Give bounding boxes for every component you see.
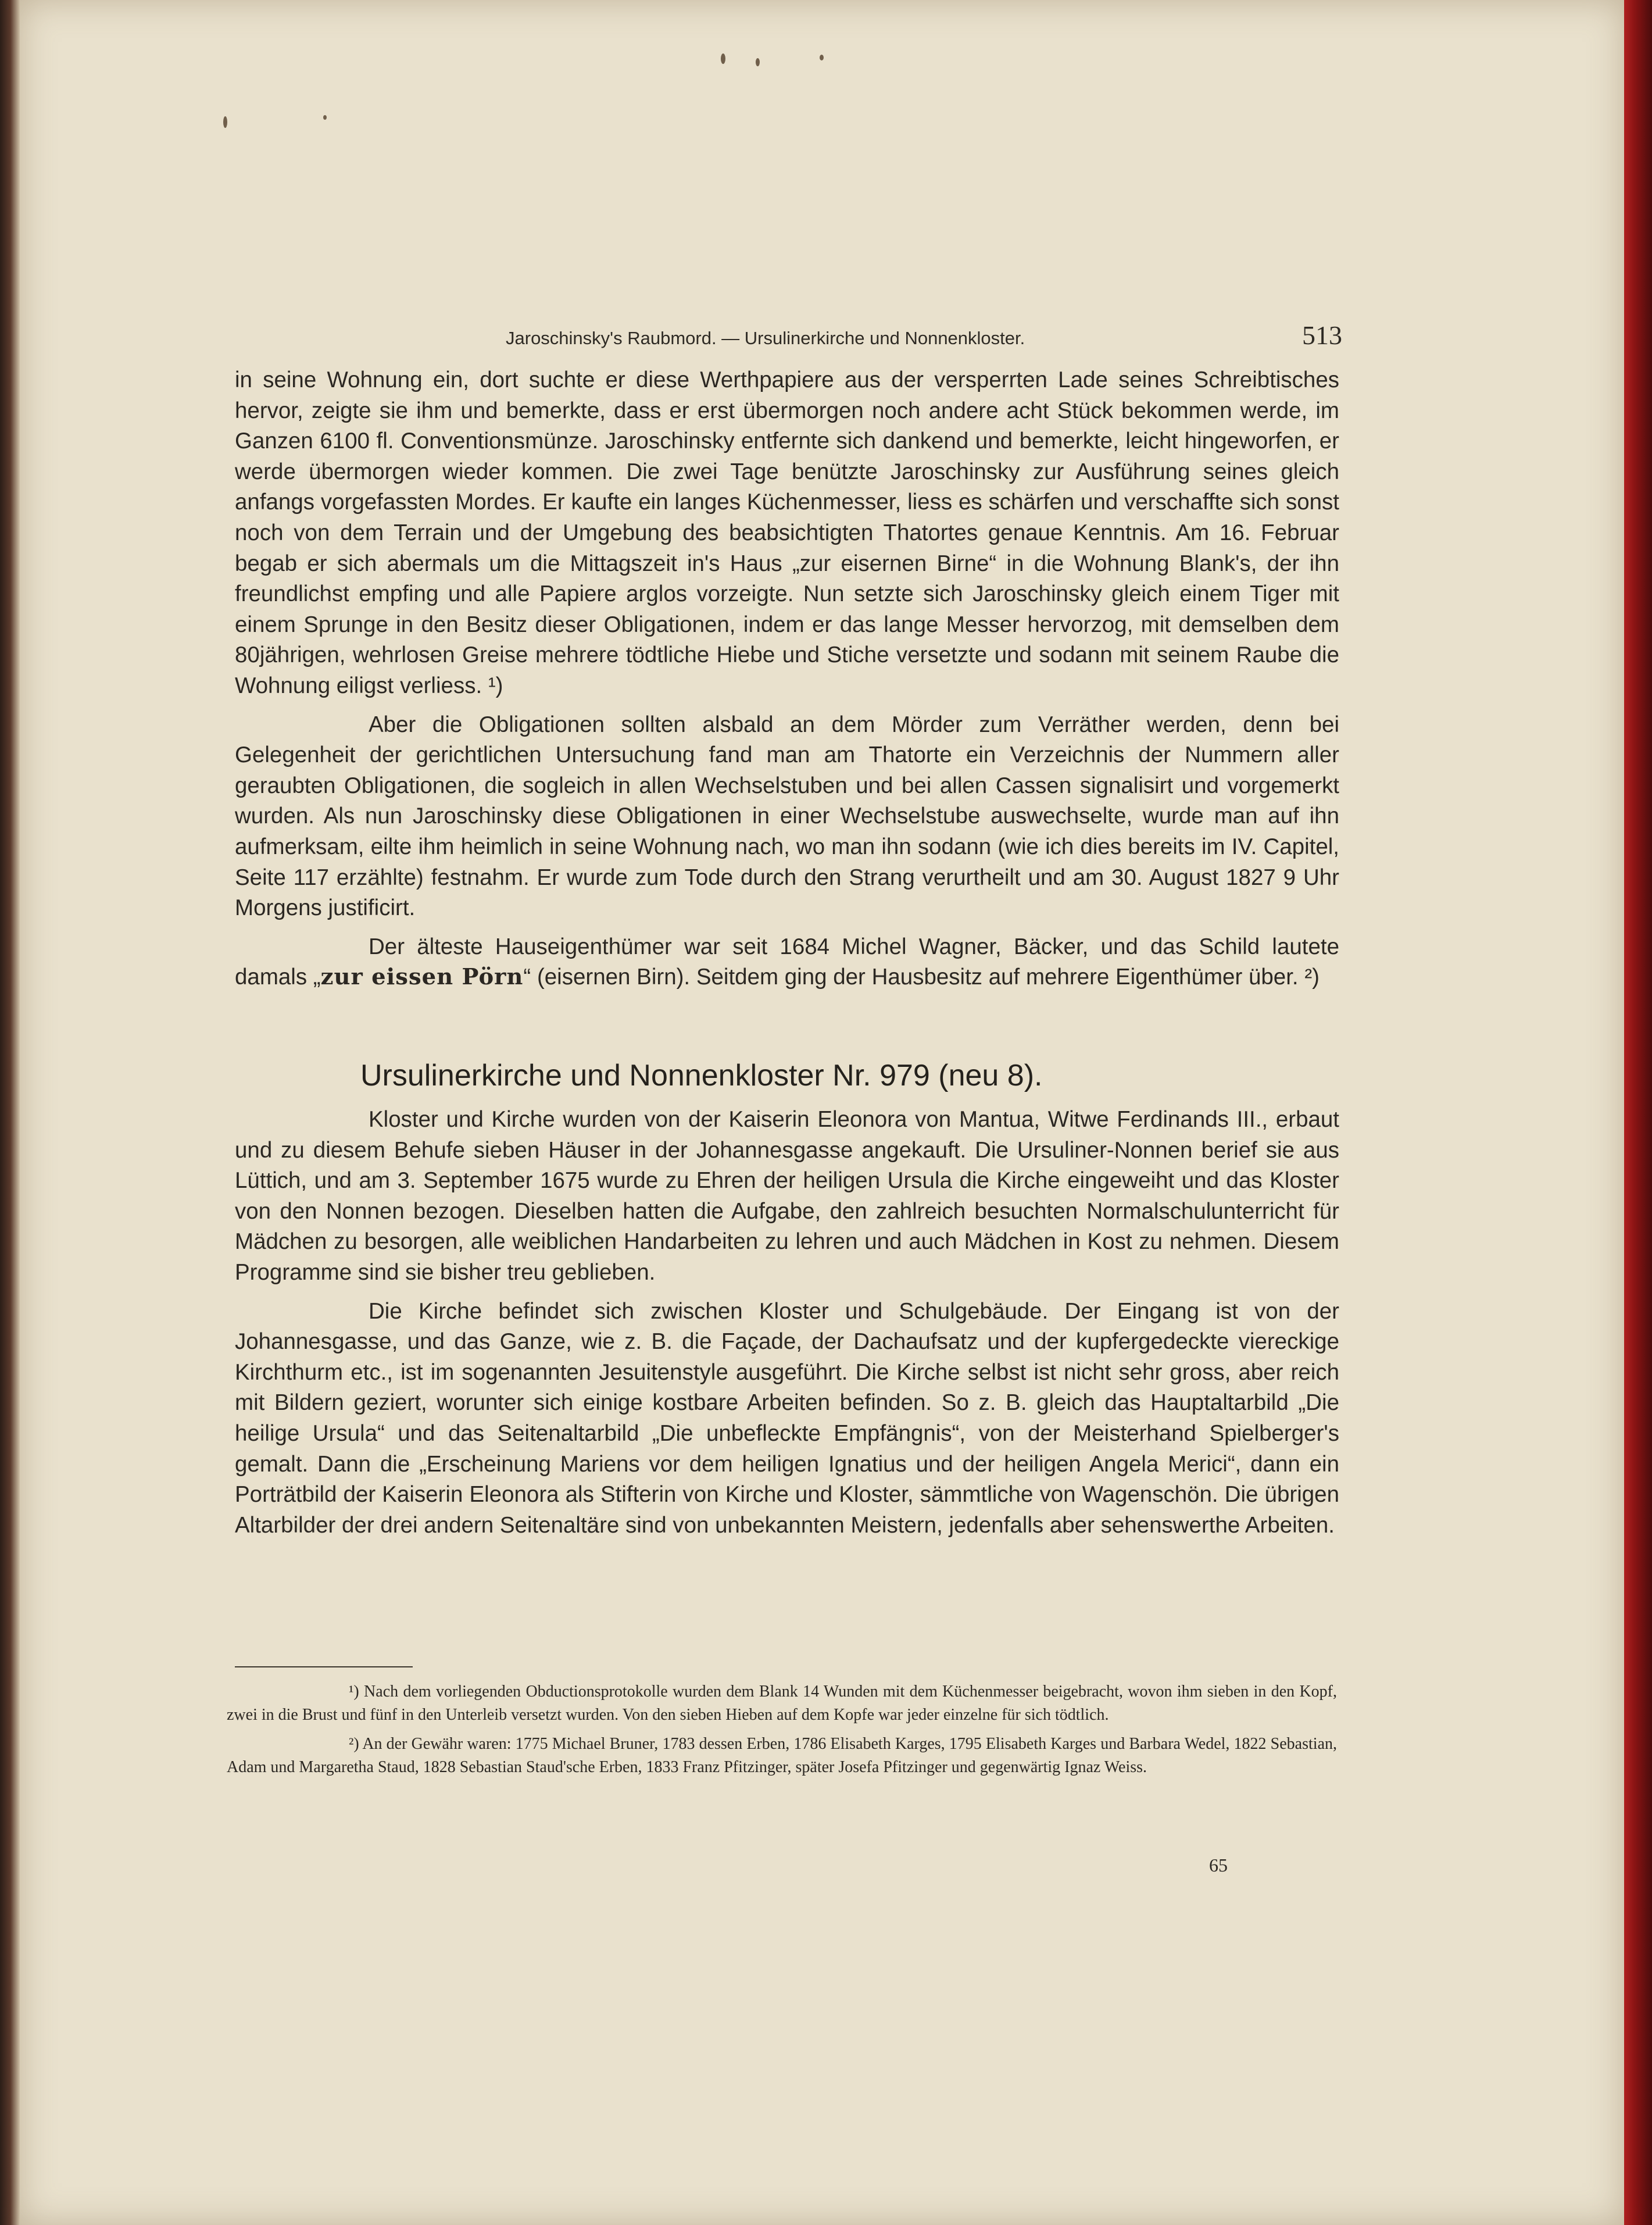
ink-speck: [223, 116, 227, 128]
ink-speck: [721, 53, 725, 64]
footnote-rule: [235, 1666, 413, 1667]
footnote: ¹) Nach dem vorliegenden Obductionsprotokolle wurden dem Blank 14 Wunden mit dem Küchenmesser beigebracht, wovon ihm sieben in den Kopf, zwei in die Brust und fünf in den Unterleib versetzt wurden. Von den sieben Hieben auf dem Kopfe war jeder einzelne für sich tödtlich.: [227, 1683, 1337, 1724]
ink-speck: [820, 55, 824, 60]
main-text: [235, 365, 1339, 1001]
footnotes: [227, 1680, 1337, 1785]
page-number: 513: [1302, 320, 1342, 350]
paragraph: [235, 932, 1339, 993]
section-text: [235, 1105, 1339, 1549]
paragraph-text: “ (eisernen Birn). Seitdem ging der Hausbesitz auf mehrere Eigenthümer über. ²): [523, 965, 1320, 990]
signature-mark: 65: [1209, 1855, 1228, 1876]
paragraph-text: Der älteste Hauseigenthümer war seit 1684 Michel Wagner, Bäcker, und das Schild lautete damals „: [235, 934, 1339, 990]
paragraph: Aber die Obligationen sollten alsbald an dem Mörder zum Verräther werden, denn bei Gelegenheit der gerichtlichen Untersuchung fand man am Thatorte ein Verzeichnis der Nummern aller geraubten Obligationen, die sogleich in allen Wechselstuben und bei allen Cassen signalisirt und vorgemerkt wurden. Als nun Jaroschinsky diese Obligationen in einer Wechselstube auswechselte, wurde man auf ihn aufmerksam, eilte ihm heimlich in seine Wohnung nach, wo man ihn sodann (wie ich dies bereits im IV. Capitel, Seite 117 erzählte) festnahm. Er wurde zum Tode durch den Strang verurtheilt und am 30. August 1827 9 Uhr Morgens justificirt.: [235, 712, 1339, 921]
paragraph: in seine Wohnung ein, dort suchte er diese Werthpapiere aus der versperrten Lade seines Schreibtisches hervor, zeigte sie ihm und bemerkte, dass er erst übermorgen noch andere acht Stück bekommen werde, im Ganzen 6100 fl. Conventionsmünze. Jaroschinsky entfernte sich dankend und bemerkte, leicht hingeworfen, er werde übermorgen wieder kommen. Die zwei Tage benützte Jaroschinsky zur Ausführung seines gleich anfangs vorgefassten Mordes. Er kaufte ein langes Küchenmesser, liess es schärfen und verschaffte sich sonst noch von dem Terrain und der Umgebung des beabsichtigten Thatortes genaue Kenntnis. Am 16. Februar begab er sich abermals um die Mittagszeit in's Haus „zur eisernen Birne“ in die Wohnung Blank's, der ihn freundlichst empfing und alle Papiere arglos vorzeigte. Nun setzte sich Jaroschinsky gleich einem Tiger mit einem Sprunge in den Besitz dieser Obligationen, indem er das lange Messer hervorzog, mit demselben dem 80jährigen, wehrlosen Greise mehrere tödtliche Hiebe und Stiche versetzte und sodann mit seinem Raube die Wohnung eiligst verliess. ¹): [235, 367, 1339, 698]
ink-speck: [323, 115, 327, 120]
section-heading: Ursulinerkirche und Nonnenkloster Nr. 979 (neu 8).: [360, 1059, 1043, 1092]
paragraph: Kloster und Kirche wurden von der Kaiserin Eleonora von Mantua, Witwe Ferdinands III., erbaut und zu diesem Behufe sieben Häuser in der Johannesgasse angekauft. Die Ursuliner-Nonnen berief sie aus Lüttich, und am 3. September 1675 wurde zu Ehren der heiligen Ursula die Kirche eingeweiht und das Kloster von den Nonnen bezogen. Dieselben hatten die Aufgabe, den zahlreich besuchten Normalschulunterricht für Mädchen zu besorgen, alle weiblichen Handarbeiten zu lehren und auch Mädchen in Kost zu nehmen. Diesem Programme sind sie bisher treu geblieben.: [235, 1107, 1339, 1285]
ink-speck: [756, 58, 760, 66]
footnote: ²) An der Gewähr waren: 1775 Michael Bruner, 1783 dessen Erben, 1786 Elisabeth Karges, 1795 Elisabeth Karges und Barbara Wedel, 1822 Sebastian, Adam und Margaretha Staud, 1828 Sebastian Staud'sche Erben, 1833 Franz Pfitzinger, später Josefa Pfitzinger und gegenwärtig Ignaz Weiss.: [227, 1735, 1337, 1776]
running-head: [221, 314, 1383, 360]
house-sign-text: zur eissen Pörn: [320, 964, 524, 991]
paragraph: Die Kirche befindet sich zwischen Kloster und Schulgebäude. Der Eingang ist von der Johannesgasse, und das Ganze, wie z. B. die Façade, der Dachaufsatz und der kupfergedeckte viereckige Kirchthurm etc., ist im sogenannten Jesuitenstyle ausgeführt. Die Kirche selbst ist nicht sehr gross, aber reich mit Bildern geziert, worunter sich einige kostbare Arbeiten befinden. So z. B. gleich das Hauptaltarbild „Die heilige Ursula“ und das Seitenaltarbild „Die unbefleckte Empfängnis“, von der Meisterhand Spielberger's gemalt. Dann die „Erscheinung Mariens vor dem heiligen Ignatius und der heiligen Angela Merici“, dann ein Porträtbild der Kaiserin Eleonora als Stifterin von Kirche und Kloster, sämmtliche von Wagenschön. Die übrigen Altarbilder der drei andern Seitenaltäre sind von unbekannten Meistern, jedenfalls aber sehenswerthe Arbeiten.: [235, 1298, 1339, 1538]
book-spine-edge: [1624, 0, 1652, 2225]
running-title: Jaroschinsky's Raubmord. — Ursulinerkirche und Nonnenkloster.: [506, 328, 1025, 348]
